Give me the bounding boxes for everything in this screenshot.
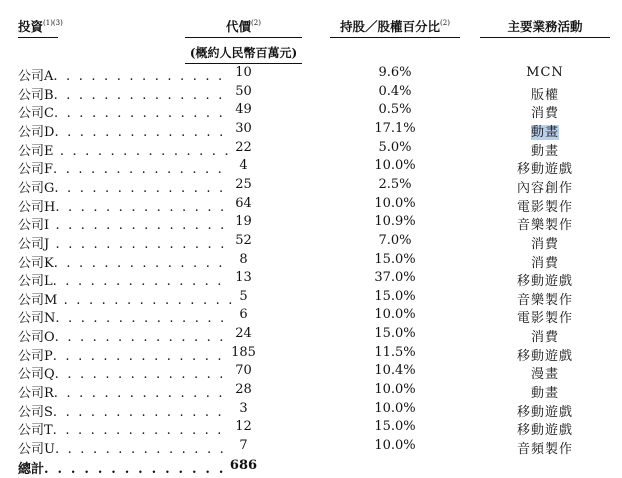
company-name	[18, 401, 224, 420]
consideration-amount: 8	[239, 251, 248, 267]
company-name	[18, 65, 225, 84]
leader-dots: . . . . . . . . . . . . . .	[54, 442, 226, 457]
consideration-amount: 49	[235, 102, 252, 118]
table-row	[0, 177, 622, 195]
leader-dots: . . . . . . . . . . . . . .	[53, 87, 225, 103]
company-name-text: 公司U	[18, 442, 55, 457]
shareholding-percentage: 17.1%	[374, 120, 416, 136]
company-name-text: 公司N	[18, 311, 56, 327]
company-name	[18, 177, 226, 196]
header-shareholding-label: 持股／股權百分比	[340, 19, 441, 34]
consideration-amount: 10	[235, 65, 252, 80]
business-activity	[480, 84, 610, 103]
total-row	[0, 458, 622, 476]
leader-dots: . . . . . . . . . . . . . .	[55, 199, 227, 215]
header-consideration-label: 代價	[226, 19, 252, 34]
business-activity-text: 消費	[530, 106, 559, 122]
shareholding-percentage: 11.5%	[374, 344, 416, 360]
leader-dots: . . . . . . . . . . . . . .	[54, 180, 226, 196]
business-activity-text: 移動遊戲	[516, 423, 573, 439]
company-name-text: 公司M	[18, 292, 58, 308]
header-investment	[18, 20, 63, 34]
company-name-text: 公司H	[18, 199, 56, 215]
table-row	[0, 326, 622, 344]
consideration-amount: 6	[239, 307, 248, 323]
header-underline-consideration	[185, 37, 302, 38]
company-name-text: 公司K	[18, 255, 54, 271]
business-activity	[480, 289, 610, 308]
company-name-text: 公司B	[18, 87, 54, 103]
total-label	[18, 458, 226, 477]
company-name	[18, 363, 226, 383]
leader-dots: . . . . . . . . . . . . . .	[53, 386, 225, 402]
business-activity	[480, 307, 610, 326]
shareholding-percentage: 7.0%	[378, 232, 412, 248]
consideration-amount: 22	[235, 139, 252, 155]
leader-dots: . . . . . . . . . . . . . .	[53, 106, 225, 122]
table-row	[0, 438, 622, 456]
shareholding-percentage: 15.0%	[374, 326, 416, 342]
consideration-amount: 185	[231, 344, 256, 360]
consideration-amount: 5	[239, 288, 248, 304]
business-activity-text: 漫畫	[530, 367, 559, 383]
header-shareholding-footnote: (2)	[440, 19, 450, 27]
company-name-text: 公司L	[18, 274, 53, 290]
business-activity-text: 消費	[530, 330, 559, 346]
company-name-text: 公司J	[18, 236, 50, 252]
header-underline-unit	[185, 63, 302, 64]
company-name	[18, 438, 226, 457]
consideration-amount: 64	[235, 195, 252, 211]
business-activity	[480, 438, 610, 457]
consideration-amount: 4	[239, 158, 248, 174]
leader-dots: . . . . . . . . . . . . . .	[52, 348, 224, 364]
business-activity-text: 移動遊戲	[516, 274, 573, 290]
shareholding-percentage: 10.0%	[374, 438, 416, 453]
total-amount: 686	[229, 458, 258, 473]
table-row	[0, 382, 622, 400]
business-activity-text: 電影製作	[516, 199, 573, 215]
business-activity	[480, 102, 610, 121]
shareholding-percentage: 37.0%	[374, 270, 416, 286]
consideration-amount: 19	[235, 214, 252, 230]
business-activity	[480, 326, 610, 345]
shareholding-percentage: 10.4%	[374, 363, 416, 379]
business-activity-text: 版權	[530, 87, 559, 103]
company-name	[18, 121, 226, 140]
business-activity-text: 動畫	[530, 143, 559, 159]
business-activity	[480, 345, 610, 364]
consideration-amount: 50	[235, 83, 252, 99]
leader-dots: . . . . . . . . . . . . . .	[52, 423, 224, 439]
company-name	[18, 345, 224, 364]
business-activity	[480, 158, 610, 177]
business-activity	[480, 140, 610, 159]
business-activity-text: 音樂製作	[516, 292, 573, 308]
consideration-amount: 52	[235, 232, 252, 248]
consideration-amount: 13	[235, 270, 252, 286]
header-investment-label: 投資	[18, 19, 44, 34]
table-row	[0, 196, 622, 214]
table-row	[0, 233, 622, 251]
business-activity-text: 移動遊戲	[516, 162, 573, 178]
leader-dots: . . . . . . . . . . . . . .	[53, 143, 231, 159]
business-activity	[480, 270, 610, 289]
consideration-amount: 24	[235, 326, 252, 342]
table-row	[0, 140, 622, 158]
consideration-amount: 7	[239, 438, 248, 453]
consideration-amount: 12	[235, 419, 252, 435]
leader-dots: . . . . . . . . . . . . . .	[54, 124, 226, 140]
shareholding-percentage: 15.0%	[374, 251, 416, 267]
company-name	[18, 214, 227, 234]
leader-dots: . . . . . . . . . . . . . .	[54, 330, 226, 346]
company-name-text: 公司G	[18, 180, 55, 196]
business-activity	[480, 363, 610, 382]
company-name	[18, 419, 224, 439]
consideration-amount: 25	[235, 176, 252, 192]
business-activity-text: 動畫	[530, 386, 559, 402]
shareholding-percentage: 10.9%	[374, 214, 416, 230]
company-name-text: 公司S	[18, 404, 53, 420]
company-name-text: 公司C	[18, 106, 54, 122]
table-row	[0, 419, 622, 437]
business-activity-text: 音樂製作	[516, 218, 573, 234]
company-name-text: 公司I	[18, 218, 50, 234]
shareholding-percentage: 10.0%	[374, 382, 416, 398]
shareholding-percentage: 10.0%	[374, 307, 416, 323]
company-name-text: 公司F	[18, 162, 54, 178]
consideration-amount: 28	[235, 382, 252, 398]
company-name	[18, 196, 227, 215]
business-activity-text: 移動遊戲	[516, 348, 573, 364]
company-name	[18, 289, 235, 308]
shareholding-percentage: 15.0%	[374, 288, 416, 304]
company-name	[18, 84, 225, 103]
business-activity-text: 消費	[530, 236, 559, 252]
company-name	[18, 307, 227, 327]
business-activity-text: 電影製作	[516, 311, 573, 327]
leader-dots: . . . . . . . . . . . . . .	[55, 311, 227, 327]
table-row	[0, 307, 622, 325]
business-activity	[480, 252, 610, 271]
shareholding-percentage: 2.5%	[378, 176, 412, 192]
business-activity	[480, 196, 610, 215]
table-row	[0, 252, 622, 270]
shareholding-percentage: 0.5%	[378, 102, 412, 118]
business-activity	[480, 419, 610, 438]
header-shareholding	[330, 20, 460, 34]
leader-dots: . . . . . . . . . . . . . .	[54, 367, 226, 383]
total-label-text: 總計	[18, 462, 45, 477]
table-row	[0, 84, 622, 102]
leader-dots: . . . . . . . . . . . . . .	[53, 255, 225, 271]
business-activity	[480, 121, 610, 140]
shareholding-percentage: 10.0%	[374, 158, 416, 174]
table-row	[0, 270, 622, 288]
company-name-text: 公司O	[18, 330, 55, 346]
business-activity-text: 動畫	[530, 124, 559, 140]
company-name-text: 公司P	[18, 348, 53, 364]
header-underline-activity	[480, 37, 610, 38]
leader-dots: . . . . . . . . . . . . . .	[57, 292, 235, 308]
header-investment-footnote: (1)(3)	[43, 19, 63, 27]
company-name-text: 公司E	[18, 143, 54, 159]
header-activity	[480, 20, 610, 34]
company-name	[18, 382, 225, 402]
header-consideration-unit: (概約人民幣百萬元)	[189, 46, 298, 60]
consideration-amount: 3	[239, 400, 248, 416]
header-consideration	[185, 20, 302, 34]
company-name	[18, 158, 225, 178]
leader-dots: . . . . . . . . . . . . . .	[52, 404, 224, 420]
business-activity	[480, 65, 610, 80]
business-activity	[480, 177, 610, 196]
business-activity-text: 內容創作	[516, 180, 573, 196]
table-row	[0, 401, 622, 419]
business-activity	[480, 233, 610, 252]
shareholding-percentage: 10.0%	[374, 400, 416, 416]
business-activity-text: MCN	[526, 65, 564, 80]
leader-dots: . . . . . . . . . . . . . .	[49, 236, 227, 252]
company-name	[18, 140, 231, 159]
leader-dots: . . . . . . . . . . . . . .	[49, 218, 227, 234]
header-underline-investment	[18, 37, 58, 38]
consideration-amount: 70	[235, 363, 252, 379]
table-row	[0, 158, 622, 176]
company-name	[18, 270, 224, 290]
company-name-text: 公司Q	[18, 367, 55, 383]
table-row	[0, 289, 622, 307]
header-underline-shareholding	[330, 37, 460, 38]
company-name-text: 公司T	[18, 423, 53, 439]
shareholding-percentage: 10.0%	[374, 195, 416, 211]
business-activity-text: 消費	[530, 255, 559, 271]
shareholding-percentage: 5.0%	[378, 139, 412, 155]
table-row	[0, 65, 622, 83]
business-activity	[480, 382, 610, 401]
leader-dots: . . . . . . . . . . . . . .	[53, 69, 225, 84]
company-name-text: 公司A	[18, 69, 54, 84]
business-activity	[480, 401, 610, 420]
leader-dots: . . . . . . . . . . . . . .	[53, 162, 225, 178]
table-row	[0, 102, 622, 120]
company-name	[18, 326, 226, 346]
business-activity-text: 移動遊戲	[516, 404, 573, 420]
shareholding-percentage: 9.6%	[378, 65, 412, 80]
header-consideration-footnote: (2)	[251, 19, 261, 27]
table-row	[0, 363, 622, 381]
table-row	[0, 214, 622, 232]
company-name	[18, 252, 225, 271]
company-name-text: 公司R	[18, 386, 54, 402]
business-activity	[480, 214, 610, 233]
business-activity-text: 音頻製作	[516, 442, 573, 457]
leader-dots: . . . . . . . . . . . . . .	[44, 462, 226, 477]
consideration-amount: 30	[235, 120, 252, 136]
table-row	[0, 121, 622, 139]
company-name	[18, 233, 227, 252]
header-activity-label: 主要業務活動	[507, 19, 583, 34]
shareholding-percentage: 15.0%	[374, 419, 416, 435]
shareholding-percentage: 0.4%	[378, 83, 412, 99]
leader-dots: . . . . . . . . . . . . . .	[52, 274, 224, 290]
company-name	[18, 102, 225, 122]
table-row	[0, 345, 622, 363]
company-name-text: 公司D	[18, 124, 55, 140]
